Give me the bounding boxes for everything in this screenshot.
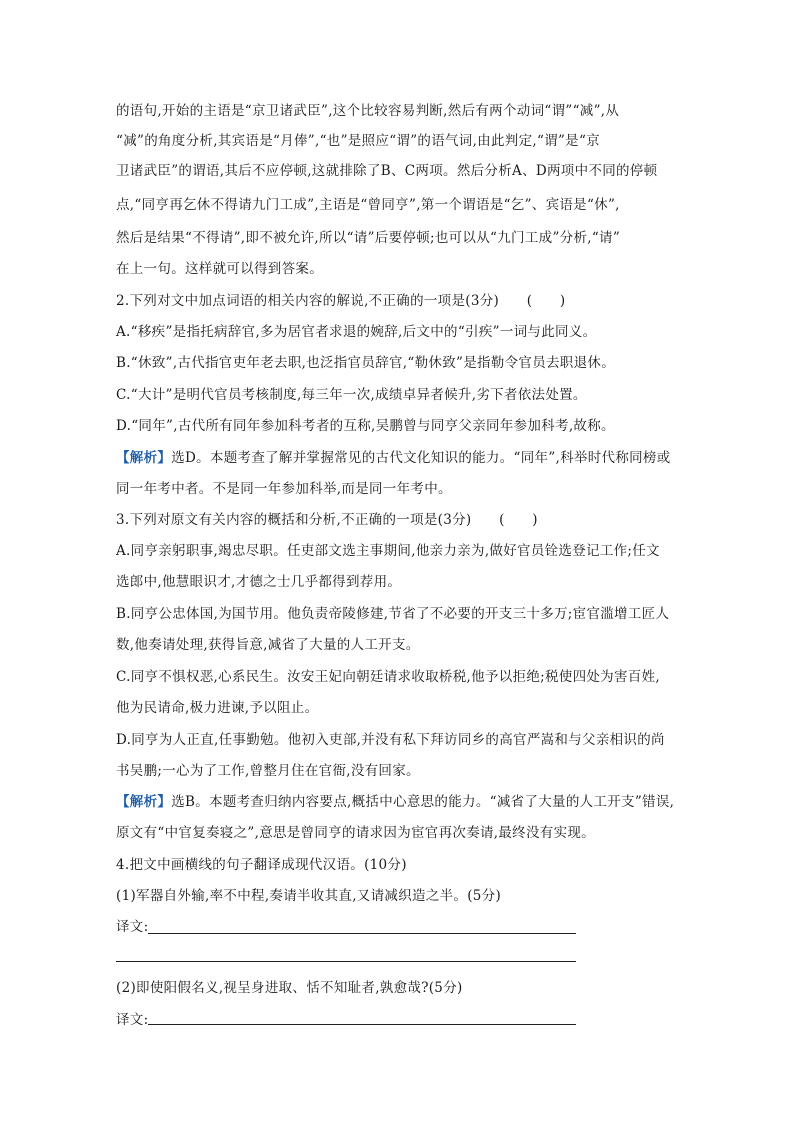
analysis-text-line: 的语句,开始的主语是“京卫诸武臣”,这个比较容易判断,然后有两个动词“谓”“减”,从 — [116, 103, 620, 119]
question-3-option-a-cont: 选郎中,他慧眼识才,才德之士几乎都得到荐用。 — [116, 574, 402, 590]
question-3-analysis — [116, 792, 686, 812]
question-3-stem: 3.下列对原文有关内容的概括和分析,不正确的一项是(3分) ( ) — [116, 512, 538, 528]
question-3-option-a: A.同亨亲躬职事,竭忠尽职。任吏部文选主事期间,他亲力亲为,做好官员铨选登记工作;任文 — [116, 543, 660, 559]
question-3-option-d: D.同亨为人正直,任事勤勉。他初入吏部,并没有私下拜访同乡的高官严嵩和与父亲相识的尚 — [116, 732, 665, 748]
answer-line-1b[interactable] — [116, 961, 576, 962]
question-2-analysis — [116, 448, 686, 468]
question-2-option-c: C.“大计”是明代官员考核制度,每三年一次,成绩卓异者候升,劣下者依法处置。 — [116, 387, 587, 403]
question-3-option-b-cont: 数,他奏请处理,获得旨意,减省了大量的人工开支。 — [116, 637, 420, 653]
analysis-text-line: 在上一句。这样就可以得到答案。 — [116, 261, 323, 277]
answer-label-1: 译文: — [116, 919, 149, 935]
analysis-text: 选B。本题考查归纳内容要点,概括中心意思的能力。“减省了大量的人工开支”错误, — [171, 794, 675, 810]
question-2-analysis-cont: 同一年考中者。不是同一年参加科举,而是同一年考中。 — [116, 481, 452, 497]
question-3-option-c: C.同亨不惧权恶,心系民生。汝安王妃向朝廷请求收取桥税,他予以拒绝;税使四处为害百姓, — [116, 669, 660, 685]
question-3-analysis-cont: 原文有“中官复奏寝之”,意思是曾同亨的请求因为宦官再次奏请,最终没有实现。 — [116, 825, 595, 841]
question-4-sub-2: (2)即使阳假名义,视呈身进取、恬不知耻者,孰愈哉?(5分) — [116, 980, 463, 996]
analysis-text-line: “减”的角度分析,其宾语是“月俸”,“也”是照应“谓”的语气词,由此判定,“谓”是“京 — [116, 133, 600, 149]
question-4-stem: 4.把文中画横线的句子翻译成现代汉语。(10分) — [116, 857, 407, 873]
analysis-text-line: 点,“同亨再乞休不得请九门工成”,主语是“曾同亨”,第一个谓语是“乞”、宾语是“休”, — [116, 197, 620, 213]
question-3-option-c-cont: 他为民请命,极力进谏,予以阻止。 — [116, 700, 319, 716]
analysis-text: 选D。本题考查了解并掌握常见的古代文化知识的能力。“同年”,科举时代称同榜或 — [171, 450, 671, 466]
question-2-option-b: B.“休致”,古代指官吏年老去职,也泛指官员辞官,“勒休致”是指勒令官员去职退休。 — [116, 355, 615, 371]
question-3-option-b: B.同亨公忠体国,为国节用。他负责帝陵修建,节省了不必要的开支三十多万;宦官滥增工匠人 — [116, 606, 670, 622]
answer-line-1a[interactable] — [148, 933, 576, 934]
question-4-sub-1: (1)军器自外输,率不中程,奏请半收其直,又请减织造之半。(5分) — [116, 888, 502, 904]
analysis-tag: 【解析】 — [116, 450, 172, 466]
analysis-text-line: 然后是结果“不得请”,即不被允许,所以“请”后要停顿;也可以从“九门工成”分析,“请” — [116, 230, 621, 246]
answer-line-2a[interactable] — [148, 1024, 576, 1025]
question-3-option-d-cont: 书吴鹏;一心为了工作,曾整月住在官衙,没有回家。 — [116, 763, 420, 779]
question-2-option-d: D.“同年”,古代所有同年参加科考者的互称,吴鹏曾与同亨父亲同年参加科考,故称。 — [116, 418, 615, 434]
answer-label-2: 译文: — [116, 1012, 149, 1028]
question-2-option-a: A.“移疾”是指托病辞官,多为居官者求退的婉辞,后文中的“引疾”一词与此同义。 — [116, 324, 597, 340]
analysis-tag: 【解析】 — [116, 794, 172, 810]
question-2-stem: 2.下列对文中加点词语的相关内容的解说,不正确的一项是(3分) ( ) — [116, 293, 566, 309]
analysis-text-line: 卫诸武臣”的谓语,其后不应停顿,这就排除了B、C两项。然后分析A、D两项中不同的停顿 — [116, 163, 658, 179]
